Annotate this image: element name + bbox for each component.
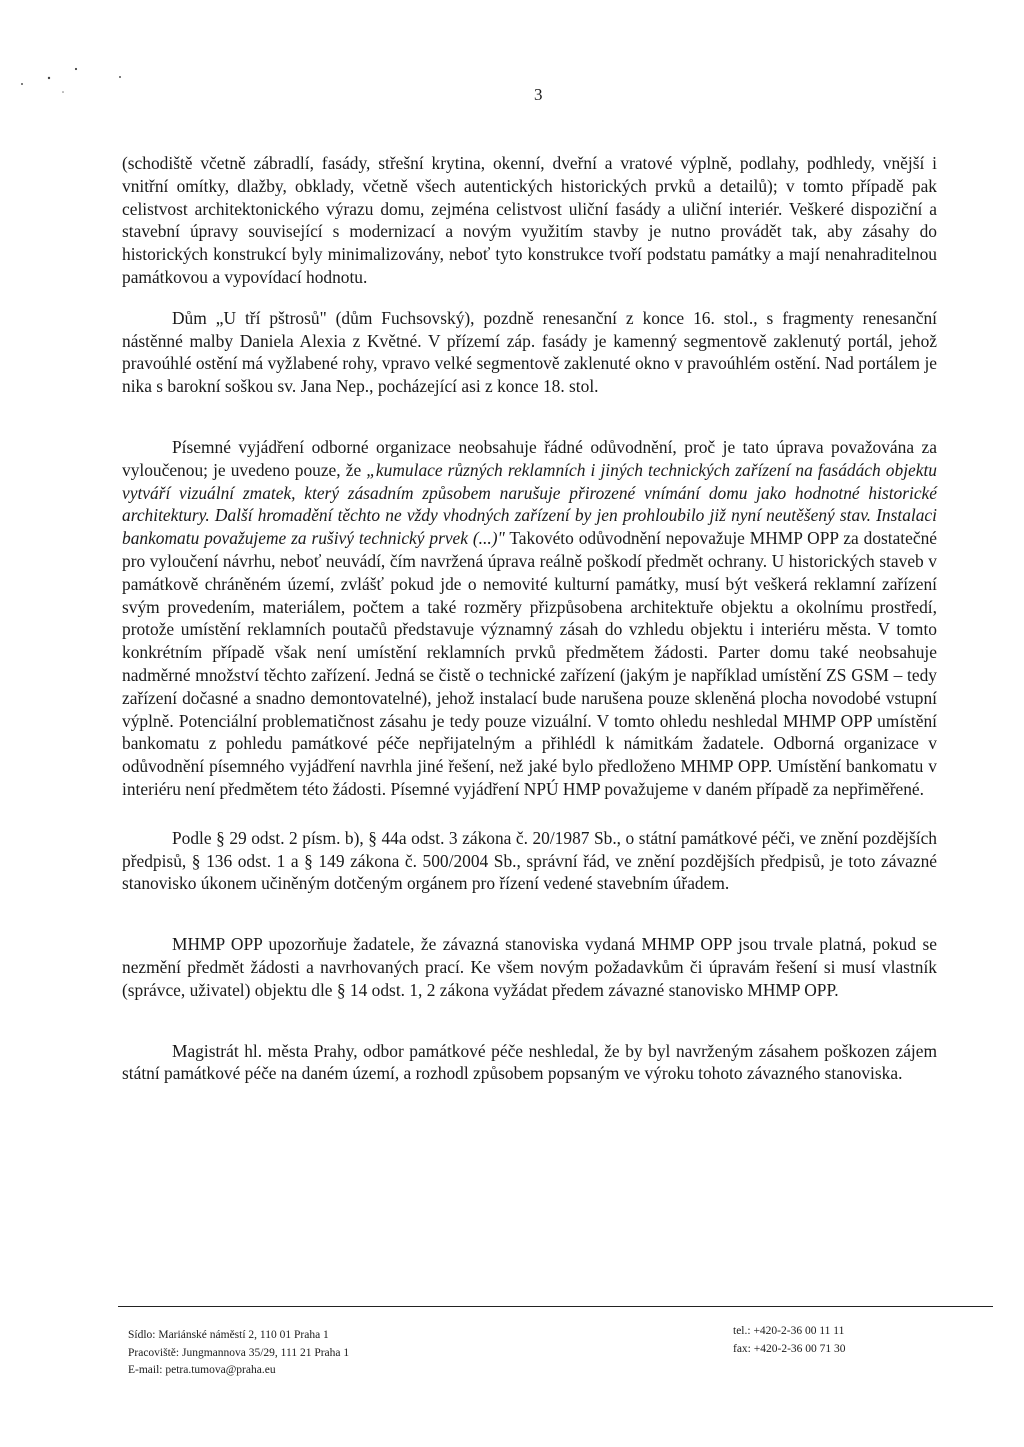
reasoning-quote: „kumulace různých reklamních i jiných technických zařízení na fasádách objektu vytváří vizuální zmatek, který zásadním způsobem narušuje přirozené vnímání domu jako hodnotné historické architektury. Další hromadění těchto ne vždy vhodných zařízení by jen prohloubilo již nyní neutěšený stav. Instalaci bankomatu považujeme za rušivý technický prvek (...)" xyxy=(122,459,937,549)
speck xyxy=(62,91,64,93)
document-body xyxy=(122,152,937,1085)
paragraph-conclusion: Magistrát hl. města Prahy, odbor památkové péče neshledal, že by byl navrženým zásahem poškozen zájem státní památkové péče na daném území, a rozhodl způsobem popsaným ve výroku tohoto závazného stanoviska. xyxy=(122,1040,937,1084)
reasoning-body: Takovéto odůvodnění nepovažuje MHMP OPP za dostatečné pro vyloučení návrhu, neboť neuvádí, čím navržená úprava reálně poškodí předmět ochrany. U historických staveb v památkově chráněném území, zvlášť pokud jde o nemovité kulturní památky, musí být veškerá reklamní zařízení svým provedením, materiálem, počtem a také rozměry přizpůsobena architektuře objektu a okolnímu prostředí, protože umístění reklamních poutačů představuje významný zásah do vzhledu objektu i interiéru města. V tomto konkrétním případě však není umístění reklamních prvků předmětem žádosti. Parter domu také neobsahuje nadměrné množství těchto zařízení. Jedná se čistě o technické zařízení (jakým je například umístění ZS GSM – tedy zařízení dočasné a snadno demontovatelné), jehož instalací bude narušena pouze skleněná plocha novodobé vstupní výplně. Potenciální problematičnost zásahu je tedy pouze vizuální. V tomto ohledu neshledal MHMP OPP umístění bankomatu z pohledu památkové péče nepřijatelným a přihlédl k námitkám žadatele. Odborná organizace v odůvodnění písemného vyjádření navrhla jiné řešení, než jaké bylo předloženo MHMP OPP. Umístění bankomatu v interiéru není předmětem této žádosti. Písemné vyjádření NPÚ HMP považujeme v daném případě za nepřiměřené. xyxy=(122,528,937,799)
speck xyxy=(75,68,77,70)
paragraph-house-description: Dům „U tří pštrosů" (dům Fuchsovský), pozdně renesanční z konce 16. stol., s fragmenty renesanční nástěnné malby Daniela Alexia z Květné. V přízemí záp. fasády je kamenný segmentově zaklenutý portál, jehož pravoúhlé ostění má vyžlabené rohy, vpravo velké segmentově zaklenuté okno v pravoúhlém ostění. Nad portálem je nika s barokní soškou sv. Jana Nep., pocházející asi z konce 18. stol. xyxy=(122,307,937,397)
footer-tel: tel.: +420-2-36 00 11 11 xyxy=(733,1325,845,1337)
speck xyxy=(21,83,23,85)
paragraph-protection-scope: (schodiště včetně zábradlí, fasády, střešní krytina, okenní, dveřní a vratové výplně, podlahy, podhledy, vnější i vnitřní omítky, dlažby, obklady, včetně všech autentických historických prvků a detailů); v tomto případě pak celistvost architektonického výrazu domu, zejména celistvost uliční fasády a uliční interiér. Veškeré dispoziční a stavební úpravy související s modernizací a novým využitím stavby je nutno provádět tak, aby zásahy do historických konstrukcí byly minimalizovány, neboť tyto konstrukce tvoří podstatu památky a mají nenahraditelnou památkovou a vypovídací hodnotu. xyxy=(122,153,937,287)
paragraph-legal-basis: Podle § 29 odst. 2 písm. b), § 44a odst. 3 zákona č. 20/1987 Sb., o státní památkové péči, ve znění pozdějších předpisů, § 136 odst. 1 a § 149 zákona č. 500/2004 Sb., správní řád, ve znění pozdějších předpisů, je toto závazné stanovisko úkonem učiněným dotčeným orgánem pro řízení vedené stavebním úřadem. xyxy=(122,827,937,894)
paragraph-validity-notice: MHMP OPP upozorňuje žadatele, že závazná stanoviska vydaná MHMP OPP jsou trvale platná, pokud se nezmění předmět žádosti a navrhovaných prací. Ke všem novým požadavkům či úpravám řešení si musí vlastník (správce, uživatel) objektu dle § 14 odst. 1, 2 zákona vyžádat předem závazné stanovisko MHMP OPP. xyxy=(122,934,937,1000)
footer-fax: fax: +420-2-36 00 71 30 xyxy=(733,1342,846,1355)
paragraph-reasoning xyxy=(122,436,937,801)
page-number: 3 xyxy=(534,85,543,104)
footer-sidlo: Sídlo: Mariánské náměstí 2, 110 01 Praha 1 xyxy=(128,1329,329,1341)
speck xyxy=(119,76,121,78)
scan-specks xyxy=(0,0,140,100)
footer-pracoviste: Pracoviště: Jungmannova 35/29, 111 21 Praha 1 xyxy=(128,1346,350,1359)
footer-address xyxy=(128,1327,349,1380)
speck xyxy=(48,77,50,79)
footer-email: E-mail: petra.tumova@praha.eu xyxy=(128,1364,276,1376)
reasoning-intro: Písemné vyjádření odborné organizace neobsahuje řádné odůvodnění, proč je tato úprava považována za vyloučenou; je uvedeno pouze, že xyxy=(122,436,937,480)
footer-contact xyxy=(733,1323,846,1358)
footer-divider xyxy=(118,1306,993,1307)
